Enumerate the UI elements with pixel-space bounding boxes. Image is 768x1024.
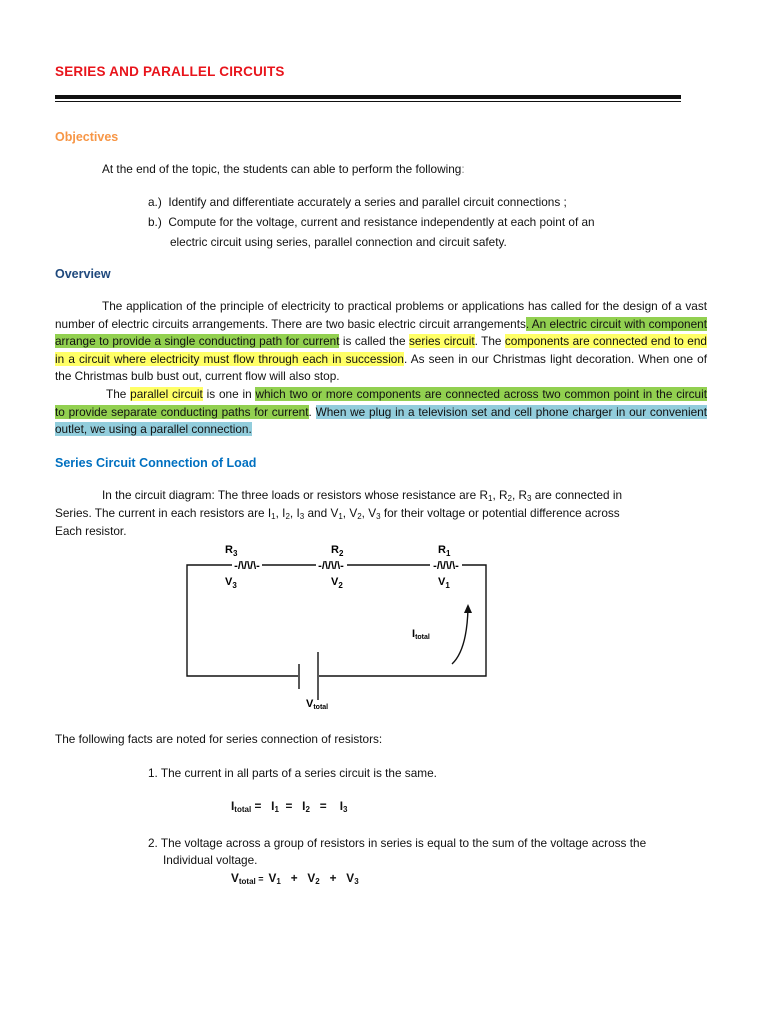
resistor-label-r3: $R_3$ [225, 544, 238, 558]
series-facts-intro: The following facts are noted for series connection of resistors: [55, 732, 383, 746]
resistor-label-r2: $R_2$ [331, 544, 344, 558]
circuit-wire-left [187, 565, 298, 676]
overview-paragraph-1: The application of the principle of electricity to practical problems or applications has called for the design of a vast number of electric circuits arrangements. There are two basic electric circuit arrangements. An electric circuit with component arrange to provide a single conducting path for current is called the series circuit. The components are connected end to end in a circuit where electricity must flow through each in succession. As seen in our Christmas light decoration. When one of the Christmas bulb bust out, current flow will also stop. [55, 299, 707, 384]
title-rule-thick [55, 95, 681, 99]
overview-heading: Overview [55, 267, 111, 281]
voltage-label-v3: $V_3$ [225, 576, 237, 590]
series-fact-2-continued: Individual voltage. [163, 853, 258, 867]
resistor-r1-symbol: -/\/\/\- [433, 560, 459, 572]
series-intro-line-1: In the circuit diagram: The three loads or resistors whose resistance are $R_1$, $R_2$, $R_3$ are connected in [102, 488, 623, 503]
current-arrow-shaft [452, 608, 468, 664]
series-circuit-diagram [180, 538, 500, 718]
resistor-label-r1: $R_1$ [438, 544, 451, 558]
objectives-intro: At the end of the topic, the students can able to perform the following: [102, 162, 465, 176]
overview-paragraph-2: The parallel circuit is one in which two or more components are connected across two common point in the circuit to provide separate conducting paths for current. When we plug in a television set and cell phone charger in our convenient outlet, we using a parallel connection. [55, 387, 708, 437]
document-title: SERIES AND PARALLEL CIRCUITS [55, 64, 285, 79]
circuit-wire-right [319, 565, 486, 676]
series-fact-1: 1. The current in all parts of a series circuit is the same. [148, 766, 437, 780]
voltage-label-v2: $V_2$ [331, 576, 343, 590]
objective-b-continued: electric circuit using series, parallel connection and circuit safety. [170, 235, 507, 249]
current-arrow-head [464, 604, 472, 613]
voltage-label-v1: $V_1$ [438, 576, 450, 590]
resistor-r3-symbol: -/\/\/\- [234, 560, 260, 572]
resistor-r2-symbol: -/\/\/\- [318, 560, 344, 572]
series-heading: Series Circuit Connection of Load [55, 456, 257, 470]
current-equation: $I_{total} = I_1 = I_2$ = $I_3$ [231, 799, 348, 814]
series-intro-line-2: Series. The current in each resistors are $I_1$, $I_2$, $I_3$ and $V_1$, $V_2$, $V_3$ for their voltage or potential difference across [55, 506, 620, 521]
objective-b: b.) Compute for the voltage, current and resistance independently at each point of an [148, 215, 595, 229]
series-fact-2: 2. The voltage across a group of resistors in series is equal to the sum of the voltage across the [148, 836, 647, 850]
objectives-heading: Objectives [55, 130, 119, 144]
objective-a: a.) Identify and differentiate accurately a series and parallel circuit connections ; [148, 195, 567, 209]
title-rule-thin [55, 101, 681, 102]
current-label: Itotal [412, 628, 430, 641]
battery-label: Vtotal [306, 698, 329, 711]
voltage-equation: $V_{total} = V_1 + V_2 + V_3$ [231, 871, 359, 886]
series-intro-line-3: Each resistor. [55, 524, 127, 538]
